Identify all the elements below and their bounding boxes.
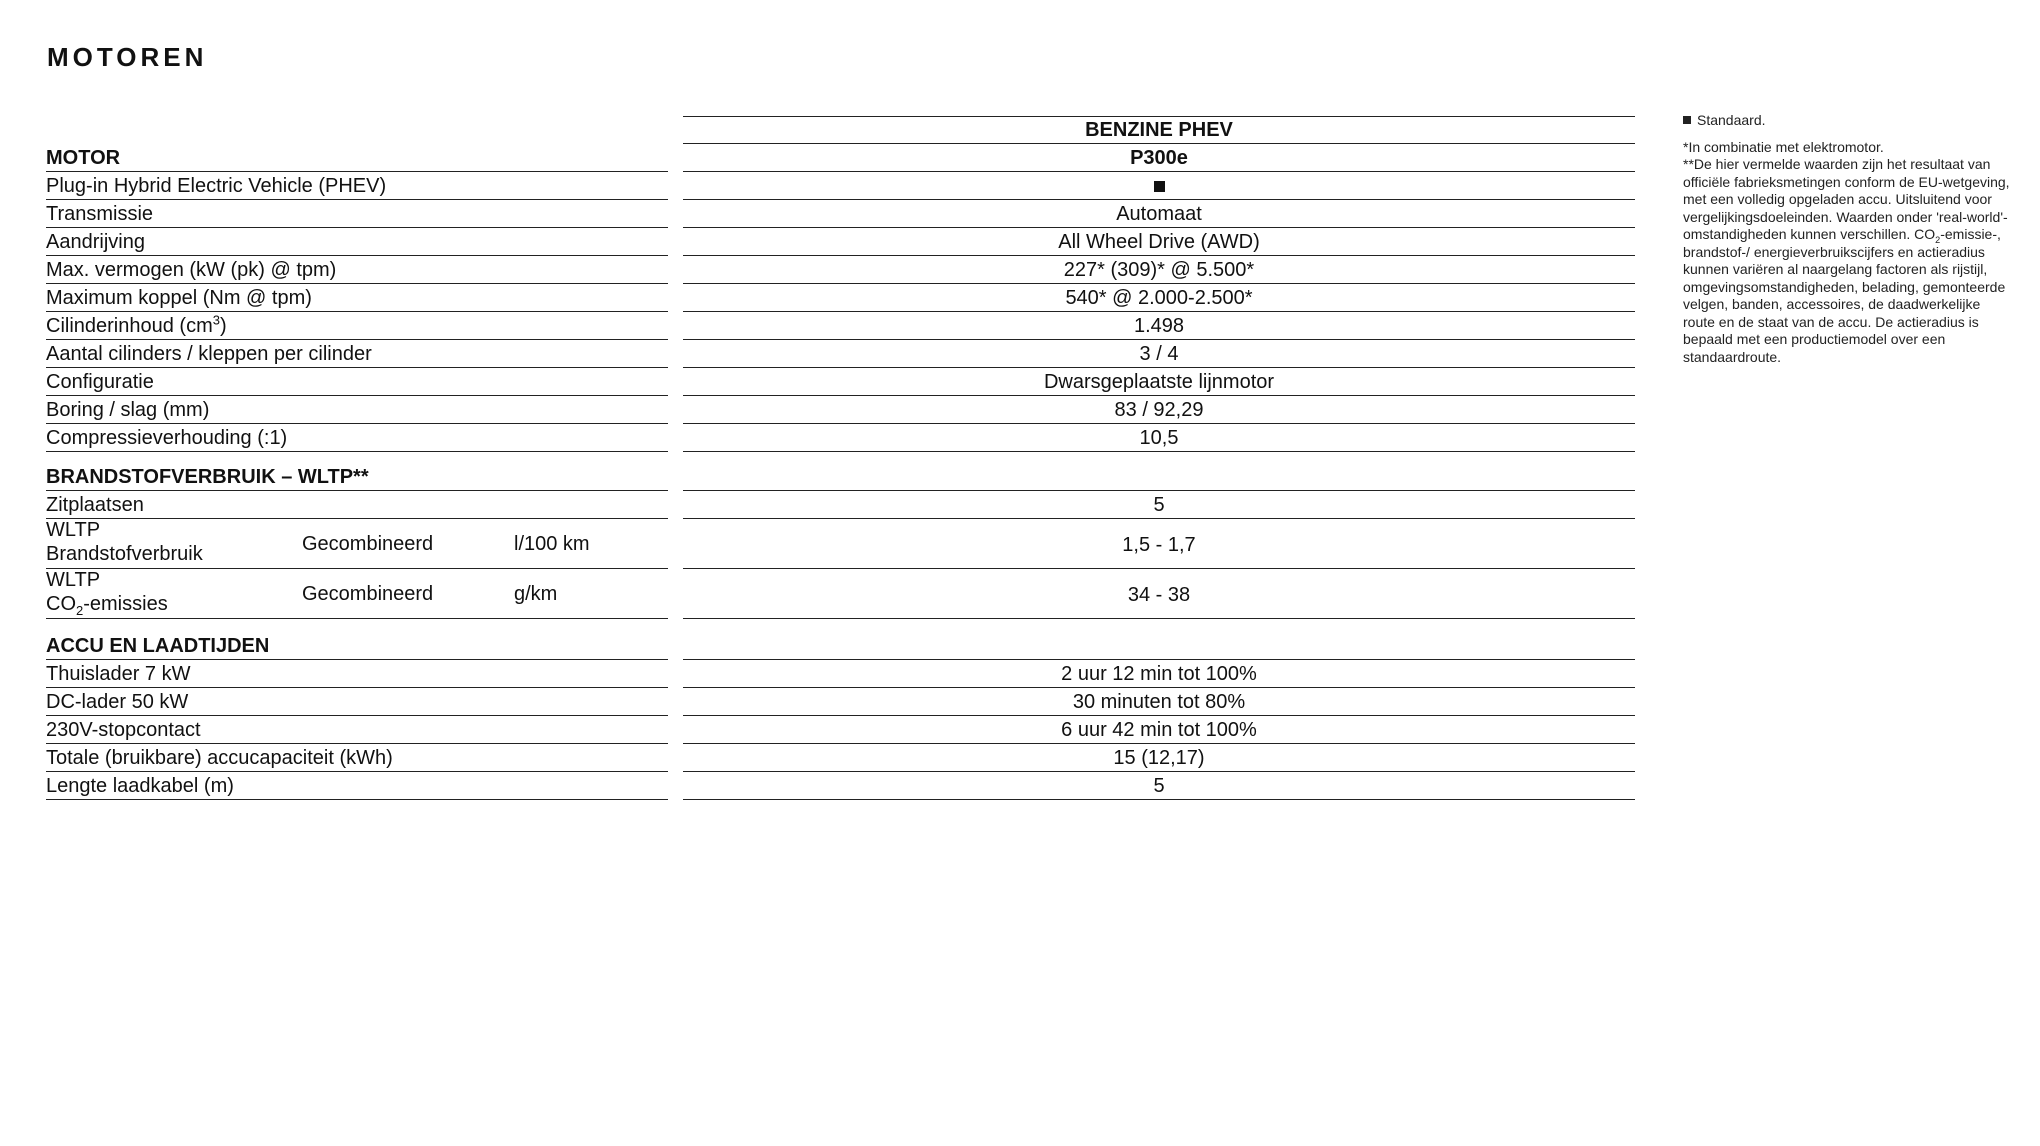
- row-value: 30 minuten tot 80%: [1072, 691, 1246, 713]
- footnotes: [1683, 112, 2013, 366]
- row-label: Cilinderinhoud $(cm^3)$: [46, 312, 227, 337]
- section-title-cell: [46, 144, 668, 172]
- section-title-motor: MOTOR: [46, 147, 121, 169]
- row-value: 6 uur 42 min tot 100%: [1061, 719, 1257, 741]
- row-value: 2 uur 12 min tot 100%: [1061, 663, 1257, 685]
- table-row: [0, 491, 2040, 519]
- table-row: [0, 368, 2040, 396]
- row-label: Max. vermogen (kW (pk) @ tpm): [46, 259, 337, 281]
- table-row: [0, 716, 2040, 744]
- section-battery-row: [0, 632, 2040, 660]
- row-label: Plug-in Hybrid Electric Vehicle (PHEV): [46, 175, 387, 197]
- standard-marker-icon: [683, 174, 1635, 198]
- row-label: Boring / slag (mm): [46, 399, 210, 421]
- row-value: 5: [1153, 494, 1165, 516]
- row-label: Totale (bruikbare) accucapaciteit (kWh): [46, 747, 393, 769]
- row-label: Lengte laadkabel (m): [46, 775, 234, 797]
- row-value: 540* @ 2.000-2.500*: [1065, 287, 1253, 309]
- table-row: [0, 772, 2040, 800]
- table-row: [0, 569, 2040, 619]
- model-header: P300e: [1130, 147, 1188, 169]
- row-type: Gecombineerd: [302, 533, 434, 555]
- row-value: 1,5 - 1,7: [1122, 534, 1196, 556]
- section-title-battery: ACCU EN LAADTIJDEN: [46, 635, 270, 657]
- row-value: 10,5: [1139, 427, 1179, 449]
- row-value: 227* (309)* @ 5.500*: [1063, 259, 1255, 281]
- row-value: 15 (12,17): [1113, 747, 1205, 769]
- row-value: 34 - 38: [1127, 584, 1191, 606]
- section-fuel-row: [0, 463, 2040, 491]
- row-value: 83 / 92,29: [1114, 399, 1204, 421]
- standard-square-icon: [1683, 116, 1691, 124]
- table-row: [0, 744, 2040, 772]
- row-label: 230V-stopcontact: [46, 719, 201, 741]
- row-label-line1: WLTP: [46, 519, 101, 541]
- footnote-1: *In combinatie met elektromotor.: [1683, 138, 1884, 155]
- row-value: Automaat: [1116, 203, 1202, 225]
- standard-legend: Standaard.: [1683, 112, 2013, 130]
- page-title: MOTOREN: [47, 42, 208, 72]
- table-row: [0, 396, 2040, 424]
- row-value: 5: [1153, 775, 1165, 797]
- table-row: [0, 688, 2040, 716]
- row-value: 1.498: [1133, 315, 1185, 337]
- table-row: [0, 519, 2040, 569]
- section-title-fuel: BRANDSTOFVERBRUIK – WLTP**: [46, 466, 369, 488]
- row-label: DC-lader 50 kW: [46, 691, 189, 713]
- row-label-line2: Brandstofverbruik: [46, 543, 203, 565]
- row-label-line2: $CO_2$-emissies: [46, 593, 168, 618]
- row-label: Configuratie: [46, 371, 154, 393]
- row-label: Aandrijving: [46, 231, 145, 253]
- row-label: Thuislader 7 kW: [46, 663, 191, 685]
- row-value: Dwarsgeplaatste lijnmotor: [1043, 371, 1275, 393]
- footnote-2: **De hier vermelde waarden zijn het resultaat van officiële fabrieksmetingen conform de EU-wetgeving, met een volledig opgeladen accu. Uitsluitend voor vergelijkingsdoeleinden. Waarden onder 'real-world'-omstandigheden kunnen verschillen. $CO_2-emissie-$, brandstof-/ energieverbruikscijfers en actieradius kunnen variëren al naargelang factoren als rijstijl, omgevingsomstandigheden, belading, gemonteerde velgen, banden, accessoires, de daadwerkelijke route en de staat van de accu. De actieradius is bepaald met een productiemodel over een standaardroute.: [1683, 156, 2010, 365]
- engine-type-header: BENZINE PHEV: [1085, 119, 1233, 141]
- row-type: Gecombineerd: [302, 583, 434, 605]
- model-cell: [683, 144, 1635, 172]
- table-row: [0, 660, 2040, 688]
- row-value: All Wheel Drive (AWD): [1058, 231, 1260, 253]
- row-unit: l/100 km: [514, 533, 590, 555]
- row-value: 3 / 4: [1139, 343, 1179, 365]
- row-unit: g/km: [514, 583, 558, 605]
- table-row: [0, 424, 2040, 452]
- row-label: Compressieverhouding (:1): [46, 427, 288, 449]
- row-label: Transmissie: [46, 203, 154, 225]
- row-label-line1: WLTP: [46, 569, 101, 591]
- row-label: Maximum koppel (Nm @ tpm): [46, 287, 312, 309]
- row-label: Aantal cilinders / kleppen per cilinder: [46, 343, 372, 365]
- header-cell: [683, 116, 1635, 144]
- row-label: Zitplaatsen: [46, 494, 144, 516]
